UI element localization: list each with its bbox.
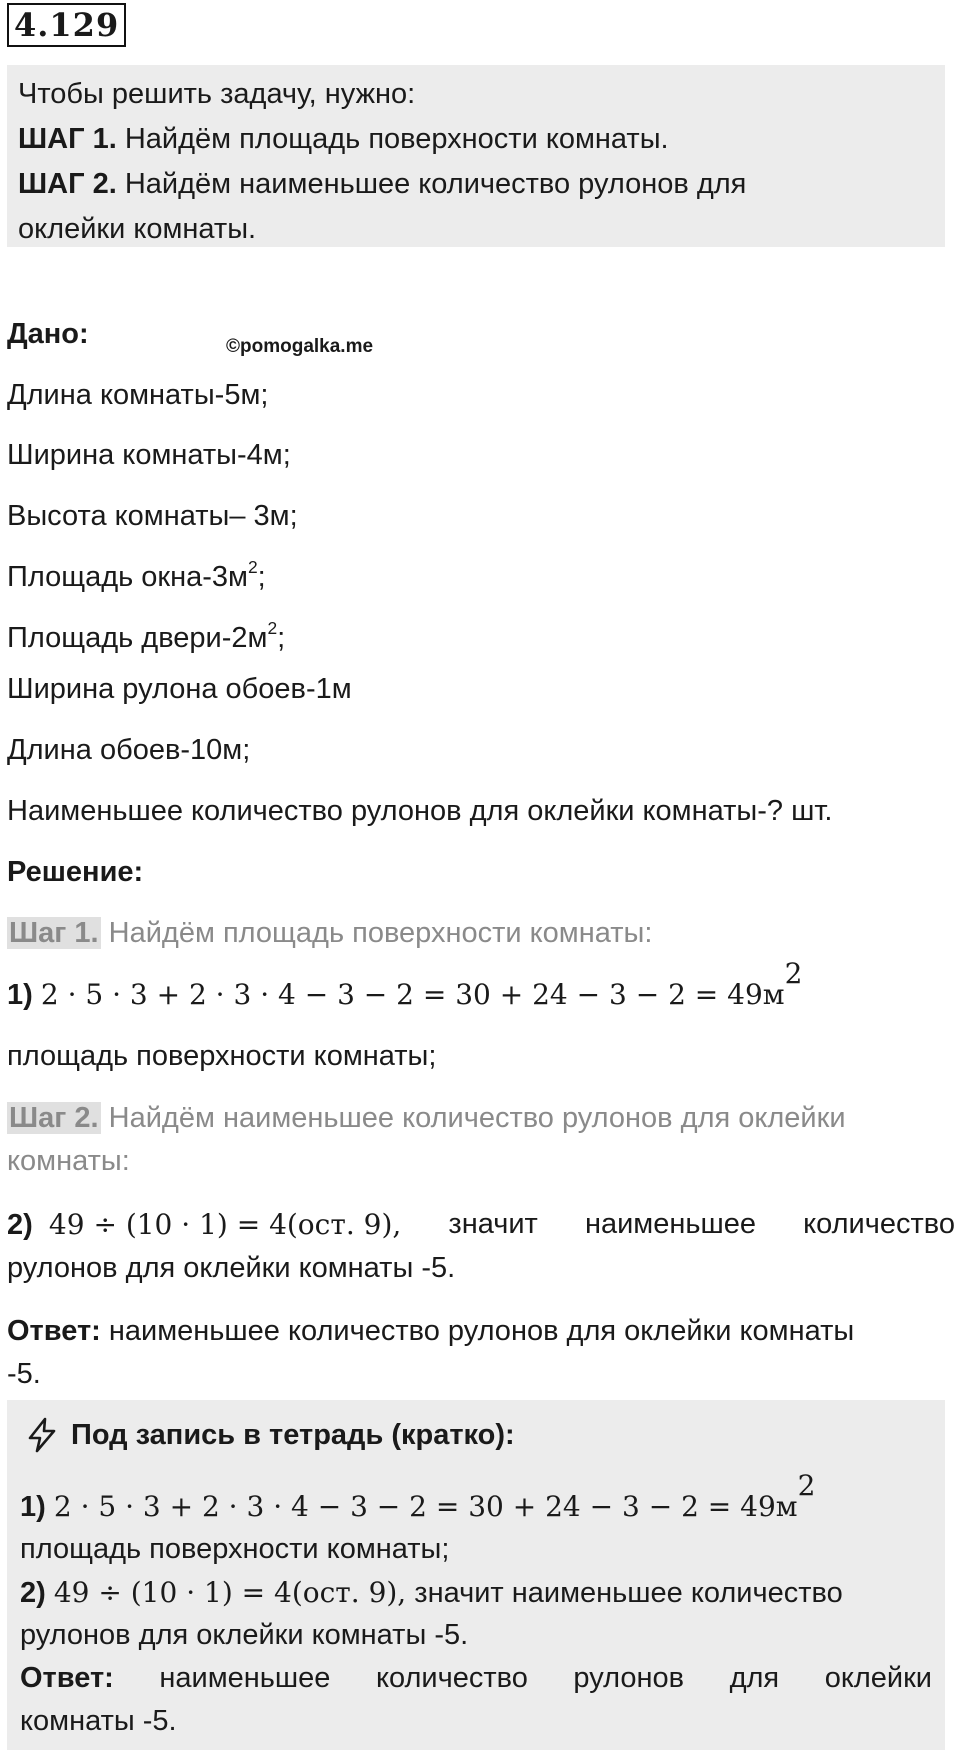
given-item-text: Площадь двери-2м bbox=[7, 622, 268, 654]
notebook-formula-2-text: значит наименьшее количество bbox=[414, 1577, 843, 1609]
lightning-icon bbox=[23, 1416, 61, 1454]
given-item bbox=[7, 557, 266, 597]
formula-2-expression: 49 ÷ (10 · 1) = 4(ост. 9), bbox=[48, 1208, 402, 1241]
step-2-text-continued: комнаты: bbox=[7, 1145, 130, 1177]
notebook-title bbox=[23, 1416, 515, 1454]
step-1-text: Найдём площадь поверхности комнаты: bbox=[108, 917, 653, 949]
problem-number: 4.129 bbox=[7, 3, 126, 47]
formula-1 bbox=[7, 957, 803, 1015]
superscript: 2 bbox=[267, 617, 278, 638]
step-2-text: Найдём наименьшее количество рулонов для оклейки bbox=[108, 1102, 846, 1134]
answer-tail: -5. bbox=[7, 1358, 41, 1390]
plan-step-1-label: ШАГ 1. bbox=[18, 123, 117, 155]
given-item-text: Площадь окна-3м bbox=[7, 561, 248, 593]
given-item-end: ; bbox=[257, 561, 266, 593]
notebook-formula-2-number: 2) bbox=[20, 1577, 46, 1609]
notebook-formula-2 bbox=[20, 1571, 843, 1615]
given-heading: Дано: bbox=[7, 318, 89, 350]
given-item: Ширина комнаты-4м; bbox=[7, 439, 291, 471]
formula-2-number: 2) bbox=[7, 1209, 33, 1241]
plan-box bbox=[7, 65, 945, 247]
notebook-answer-word: количество bbox=[376, 1662, 528, 1694]
plan-step-2-text: Найдём наименьшее количество рулонов для bbox=[124, 168, 747, 200]
notebook-answer-word: оклейки bbox=[824, 1662, 932, 1694]
formula-2-line bbox=[7, 1203, 955, 1247]
given-item bbox=[7, 618, 285, 658]
plan-step-1-text: Найдём площадь поверхности комнаты. bbox=[124, 123, 669, 155]
answer-text: наименьшее количество рулонов для оклейки комнаты bbox=[108, 1315, 855, 1347]
formula-2-block bbox=[7, 1203, 955, 1290]
given-item: Наименьшее количество рулонов для оклейки комнаты-? шт. bbox=[7, 795, 833, 827]
step-2-tag: Шаг 2. bbox=[9, 1102, 99, 1134]
answer-main bbox=[7, 1310, 854, 1353]
notebook-answer-line bbox=[20, 1657, 932, 1700]
notebook-answer-word: наименьшее bbox=[159, 1662, 331, 1694]
notebook-box bbox=[7, 1400, 945, 1750]
solution-step-2 bbox=[7, 1098, 846, 1138]
formula-2-word: наименьшее bbox=[584, 1208, 756, 1240]
superscript: 2 bbox=[247, 556, 258, 577]
plan-step-2-continued: оклейки комнаты. bbox=[18, 213, 257, 245]
answer-block bbox=[7, 1310, 955, 1396]
plan-step-1 bbox=[18, 117, 934, 162]
notebook-formula-2-expression: 49 ÷ (10 · 1) = 4(ост. 9), bbox=[53, 1576, 407, 1609]
formula-2-head bbox=[7, 1203, 401, 1247]
answer-line bbox=[7, 1310, 955, 1353]
given-item: Высота комнаты– 3м; bbox=[7, 500, 298, 532]
given-item: Длина комнаты-5м; bbox=[7, 379, 269, 411]
formula-2-word: количество bbox=[803, 1208, 955, 1240]
formula-1-expression: 2 · 5 · 3 + 2 · 3 · 4 − 3 − 2 = 30 + 24 − 3 − 2 = 49м bbox=[40, 978, 785, 1011]
formula-2-result: рулонов для оклейки комнаты -5. bbox=[7, 1252, 456, 1284]
notebook-answer-tail: комнаты -5. bbox=[20, 1705, 177, 1737]
plan-intro: Чтобы решить задачу, нужно: bbox=[18, 78, 416, 110]
notebook-answer-word: для bbox=[729, 1662, 780, 1694]
plan-step-2 bbox=[18, 162, 934, 207]
notebook-formula-1 bbox=[20, 1469, 816, 1529]
formula-1-result: площадь поверхности комнаты; bbox=[7, 1040, 437, 1072]
notebook-answer-label: Ответ: bbox=[20, 1662, 114, 1694]
given-item: Ширина рулона обоев-1м bbox=[7, 673, 352, 705]
formula-1-number: 1) bbox=[7, 979, 33, 1011]
formula-2-word: значит bbox=[448, 1208, 538, 1240]
step-1-tag: Шаг 1. bbox=[9, 917, 99, 949]
notebook-title-text: Под запись в тетрадь (кратко): bbox=[71, 1418, 515, 1451]
answer-label: Ответ: bbox=[7, 1315, 101, 1347]
notebook-formula-1-expression: 2 · 5 · 3 + 2 · 3 · 4 − 3 − 2 = 30 + 24 − 3 − 2 = 49м bbox=[53, 1490, 798, 1523]
given-item: Длина обоев-10м; bbox=[7, 734, 251, 766]
notebook-formula-2-result: рулонов для оклейки комнаты -5. bbox=[20, 1619, 469, 1651]
notebook-formula-1-result: площадь поверхности комнаты; bbox=[20, 1533, 450, 1565]
superscript: 2 bbox=[797, 1469, 816, 1502]
watermark: ©pomogalka.me bbox=[226, 336, 374, 357]
notebook-answer-word: рулонов bbox=[573, 1662, 685, 1694]
solution-step-1 bbox=[7, 913, 652, 953]
superscript: 2 bbox=[784, 957, 803, 990]
given-item-end: ; bbox=[277, 622, 286, 654]
solution-heading: Решение: bbox=[7, 856, 144, 888]
notebook-formula-1-number: 1) bbox=[20, 1491, 46, 1523]
plan-step-2-label: ШАГ 2. bbox=[18, 168, 117, 200]
